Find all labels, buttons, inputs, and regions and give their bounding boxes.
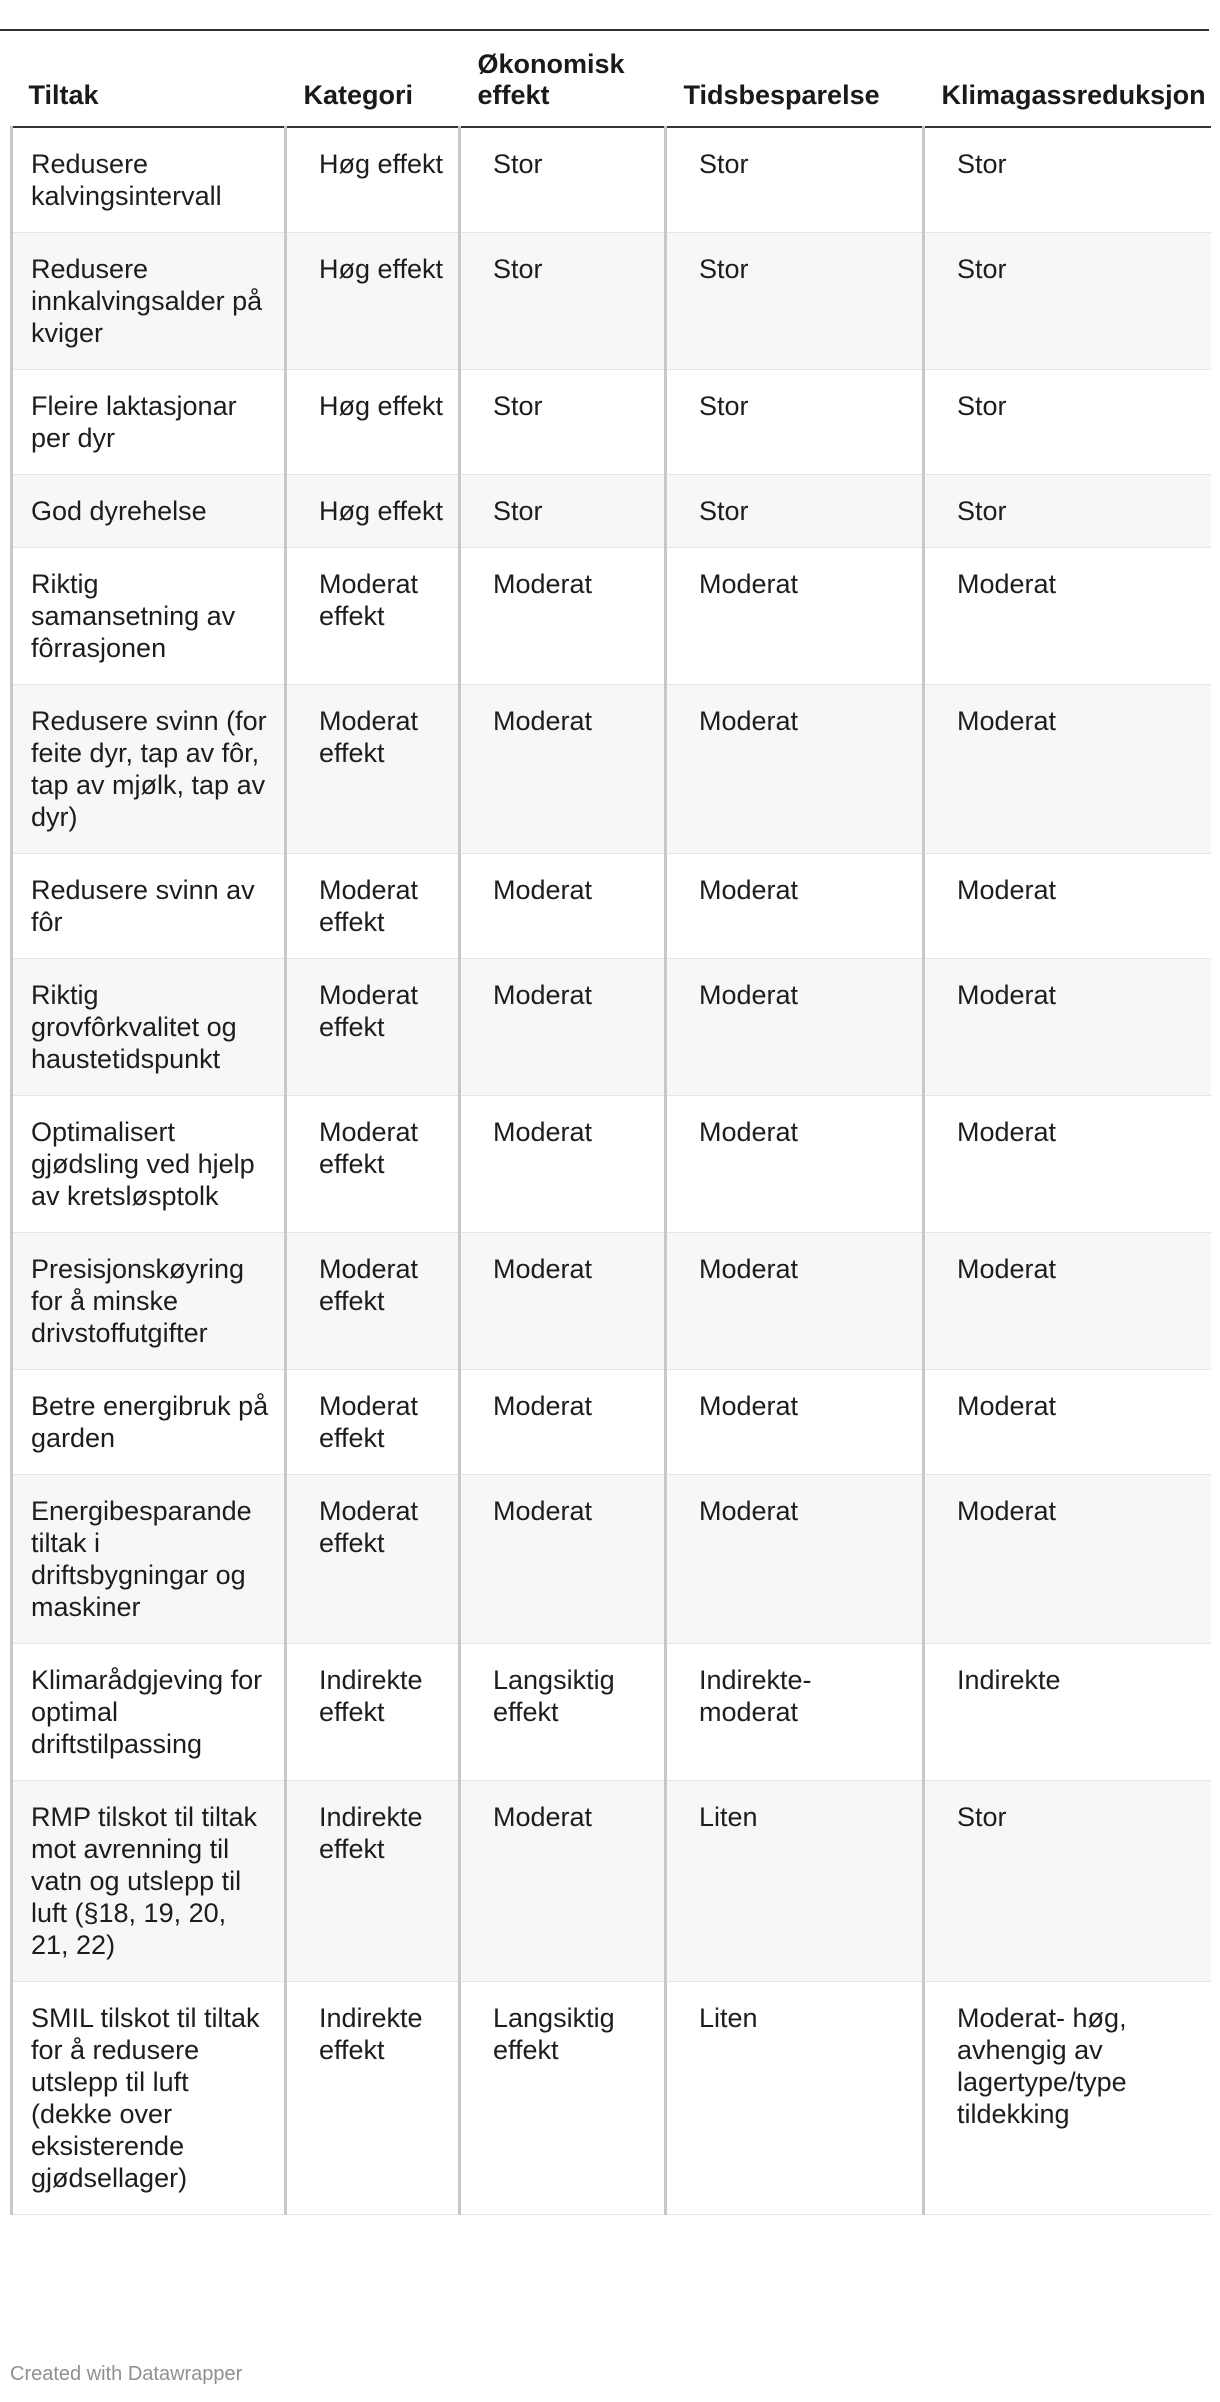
- column-header-kategori[interactable]: Kategori: [286, 31, 460, 127]
- klimagassreduksjon-cell: Moderat: [924, 1475, 1211, 1644]
- okonomisk-effekt-cell: Moderat: [460, 854, 666, 959]
- table-row: [12, 685, 1211, 854]
- table-body: [12, 127, 1211, 2215]
- okonomisk-effekt-cell: Moderat: [460, 685, 666, 854]
- okonomisk-effekt-cell: Stor: [460, 475, 666, 548]
- okonomisk-effekt-cell: Moderat: [460, 1233, 666, 1370]
- tidsbesparelse-cell: Moderat: [666, 1096, 924, 1233]
- tiltak-cell: Betre energibruk på garden: [12, 1370, 286, 1475]
- kategori-cell: Moderat effekt: [286, 1096, 460, 1233]
- table-row: [12, 233, 1211, 370]
- table-row: [12, 1475, 1211, 1644]
- kategori-cell: Moderat effekt: [286, 548, 460, 685]
- tidsbesparelse-cell: Stor: [666, 475, 924, 548]
- tidsbesparelse-cell: Stor: [666, 127, 924, 233]
- kategori-cell: Høg effekt: [286, 370, 460, 475]
- kategori-cell: Moderat effekt: [286, 1233, 460, 1370]
- table-row: [12, 1644, 1211, 1781]
- kategori-cell: Moderat effekt: [286, 1475, 460, 1644]
- kategori-cell: Høg effekt: [286, 233, 460, 370]
- table-row: [12, 475, 1211, 548]
- data-table-container: [0, 29, 1209, 2215]
- okonomisk-effekt-cell: Moderat: [460, 1781, 666, 1982]
- tiltak-cell: Riktig grovfôrkvalitet og haustetidspunkt: [12, 959, 286, 1096]
- column-header-tiltak[interactable]: Tiltak: [12, 31, 286, 127]
- table-row: [12, 548, 1211, 685]
- tidsbesparelse-cell: Liten: [666, 1982, 924, 2215]
- measures-table: [10, 31, 1211, 2215]
- okonomisk-effekt-cell: Moderat: [460, 1475, 666, 1644]
- klimagassreduksjon-cell: Stor: [924, 370, 1211, 475]
- tidsbesparelse-cell: Stor: [666, 370, 924, 475]
- klimagassreduksjon-cell: Moderat: [924, 548, 1211, 685]
- okonomisk-effekt-cell: Langsiktig effekt: [460, 1644, 666, 1781]
- kategori-cell: Moderat effekt: [286, 854, 460, 959]
- table-row: [12, 127, 1211, 233]
- kategori-cell: Moderat effekt: [286, 685, 460, 854]
- tiltak-cell: Klimarådgjeving for optimal driftstilpassing: [12, 1644, 286, 1781]
- datawrapper-credit[interactable]: Created with Datawrapper: [10, 2363, 243, 2385]
- tiltak-cell: Redusere innkalvingsalder på kviger: [12, 233, 286, 370]
- table-row: [12, 1982, 1211, 2215]
- tiltak-cell: Presisjonskøyring for å minske drivstoffutgifter: [12, 1233, 286, 1370]
- header-row: [12, 31, 1211, 127]
- column-header-okonomisk-effekt[interactable]: Økonomisk effekt: [460, 31, 666, 127]
- kategori-cell: Indirekte effekt: [286, 1982, 460, 2215]
- klimagassreduksjon-cell: Moderat: [924, 1370, 1211, 1475]
- column-header-tidsbesparelse[interactable]: Tidsbesparelse: [666, 31, 924, 127]
- tiltak-cell: God dyrehelse: [12, 475, 286, 548]
- tidsbesparelse-cell: Moderat: [666, 1475, 924, 1644]
- table-row: [12, 1233, 1211, 1370]
- kategori-cell: Moderat effekt: [286, 1370, 460, 1475]
- klimagassreduksjon-cell: Moderat: [924, 1233, 1211, 1370]
- klimagassreduksjon-cell: Stor: [924, 475, 1211, 548]
- tidsbesparelse-cell: Moderat: [666, 685, 924, 854]
- tiltak-cell: RMP tilskot til tiltak mot avrenning til vatn og utslepp til luft (§18, 19, 20, 21, 22): [12, 1781, 286, 1982]
- tiltak-cell: Energibesparande tiltak i driftsbygningar og maskiner: [12, 1475, 286, 1644]
- okonomisk-effekt-cell: Moderat: [460, 1370, 666, 1475]
- tiltak-cell: SMIL tilskot til tiltak for å redusere utslepp til luft (dekke over eksisterende gjødsellager): [12, 1982, 286, 2215]
- tiltak-cell: Redusere svinn (for feite dyr, tap av fôr, tap av mjølk, tap av dyr): [12, 685, 286, 854]
- okonomisk-effekt-cell: Langsiktig effekt: [460, 1982, 666, 2215]
- tidsbesparelse-cell: Moderat: [666, 548, 924, 685]
- tidsbesparelse-cell: Stor: [666, 233, 924, 370]
- table-row: [12, 370, 1211, 475]
- table-row: [12, 1096, 1211, 1233]
- klimagassreduksjon-cell: Moderat: [924, 959, 1211, 1096]
- klimagassreduksjon-cell: Stor: [924, 127, 1211, 233]
- okonomisk-effekt-cell: Moderat: [460, 959, 666, 1096]
- okonomisk-effekt-cell: Moderat: [460, 548, 666, 685]
- kategori-cell: Høg effekt: [286, 475, 460, 548]
- tidsbesparelse-cell: Moderat: [666, 854, 924, 959]
- table-row: [12, 1781, 1211, 1982]
- tiltak-cell: Redusere svinn av fôr: [12, 854, 286, 959]
- table-row: [12, 959, 1211, 1096]
- tiltak-cell: Fleire laktasjonar per dyr: [12, 370, 286, 475]
- tiltak-cell: Redusere kalvingsintervall: [12, 127, 286, 233]
- klimagassreduksjon-cell: Moderat: [924, 685, 1211, 854]
- okonomisk-effekt-cell: Moderat: [460, 1096, 666, 1233]
- kategori-cell: Moderat effekt: [286, 959, 460, 1096]
- kategori-cell: Indirekte effekt: [286, 1781, 460, 1982]
- tidsbesparelse-cell: Liten: [666, 1781, 924, 1982]
- klimagassreduksjon-cell: Moderat: [924, 1096, 1211, 1233]
- kategori-cell: Indirekte effekt: [286, 1644, 460, 1781]
- table-row: [12, 854, 1211, 959]
- tidsbesparelse-cell: Moderat: [666, 959, 924, 1096]
- klimagassreduksjon-cell: Indirekte: [924, 1644, 1211, 1781]
- tiltak-cell: Optimalisert gjødsling ved hjelp av kretsløsptolk: [12, 1096, 286, 1233]
- okonomisk-effekt-cell: Stor: [460, 233, 666, 370]
- tidsbesparelse-cell: Moderat: [666, 1370, 924, 1475]
- klimagassreduksjon-cell: Stor: [924, 1781, 1211, 1982]
- okonomisk-effekt-cell: Stor: [460, 370, 666, 475]
- okonomisk-effekt-cell: Stor: [460, 127, 666, 233]
- tidsbesparelse-cell: Indirekte-moderat: [666, 1644, 924, 1781]
- klimagassreduksjon-cell: Stor: [924, 233, 1211, 370]
- tidsbesparelse-cell: Moderat: [666, 1233, 924, 1370]
- klimagassreduksjon-cell: Moderat- høg, avhengig av lagertype/type tildekking: [924, 1982, 1211, 2215]
- table-row: [12, 1370, 1211, 1475]
- kategori-cell: Høg effekt: [286, 127, 460, 233]
- column-header-klimagassreduksjon[interactable]: Klimagassreduksjon: [924, 31, 1211, 127]
- tiltak-cell: Riktig samansetning av fôrrasjonen: [12, 548, 286, 685]
- klimagassreduksjon-cell: Moderat: [924, 854, 1211, 959]
